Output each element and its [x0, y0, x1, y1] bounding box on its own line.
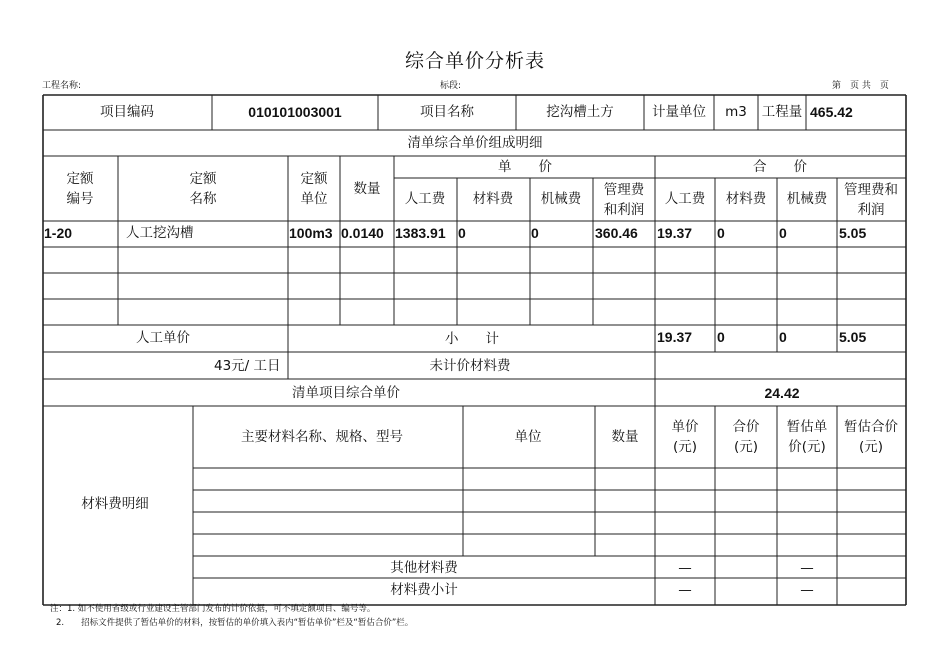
- header-quota-unit-1: 定额: [300, 171, 328, 187]
- header-total-labor: 人工费: [664, 191, 706, 207]
- row-total-material: 0: [717, 225, 725, 241]
- material-unit-price-header-2: (元): [672, 439, 698, 455]
- material-est-total-header-1: 暂估合价: [844, 419, 898, 435]
- subtotal-mgmt: 5.05: [839, 329, 867, 345]
- material-est-total-header-2: (元): [858, 439, 884, 455]
- other-material-dash: —: [678, 560, 692, 576]
- material-qty-header: 数量: [611, 429, 639, 445]
- labor-rate: 43元/ 工日: [214, 358, 281, 374]
- header-mgmt-1: 管理费: [603, 182, 645, 198]
- project-name-label: 工程名称:: [42, 81, 82, 91]
- material-subtotal-est-dash: —: [800, 582, 814, 598]
- header-quota-name-1: 定额: [189, 171, 217, 187]
- section-label: 标段:: [440, 81, 462, 91]
- subtotal-labor: 19.37: [657, 329, 693, 345]
- header-quota-code-2: 编号: [66, 191, 94, 207]
- header-machine: 机械费: [540, 191, 582, 207]
- header-labor: 人工费: [404, 191, 446, 207]
- header-total-group: 合 价: [753, 159, 807, 175]
- header-total-mgmt-1: 管理费和: [844, 182, 898, 198]
- row-mgmt: 360.46: [595, 225, 638, 241]
- row-material: 0: [458, 225, 466, 241]
- unit-label: 计量单位: [652, 104, 706, 120]
- material-name-header: 主要材料名称、规格、型号: [241, 429, 403, 445]
- row-quantity: 0.0140: [341, 225, 384, 241]
- page-number-label: 第 页 共 页: [832, 81, 889, 91]
- unpriced-material-label: 未计价材料费: [429, 358, 511, 374]
- note-1: 注：1. 如不使用省级或行业建设主管部门发布的计价依据，可不填定额项目、编号等。: [50, 604, 376, 614]
- quantity-label: 工程量: [761, 104, 803, 120]
- material-unit-price-header-1: 单价: [671, 419, 699, 435]
- note-2: 2. 招标文件提供了暂估单价的材料，按暂估的单价填入表内“暂估单价”栏及“暂估合价”栏。: [56, 618, 414, 628]
- project-code-value: 010101003001: [248, 104, 342, 120]
- subtotal-machine: 0: [779, 329, 787, 345]
- subtotal-label: 小 计: [445, 331, 499, 347]
- row-total-mgmt: 5.05: [839, 225, 867, 241]
- header-quantity: 数量: [353, 181, 381, 197]
- material-unit-header: 单位: [514, 429, 542, 445]
- composite-unit-price-label: 清单项目综合单价: [292, 385, 400, 401]
- header-total-mgmt-2: 利润: [857, 202, 885, 218]
- header-quota-unit-2: 单位: [300, 191, 328, 207]
- subtotal-material: 0: [717, 329, 725, 345]
- labor-unit-price-label: 人工单价: [136, 330, 190, 346]
- project-name-field-label: 项目名称: [420, 104, 474, 120]
- material-total-header-2: (元): [733, 439, 759, 455]
- material-est-unit-header-1: 暂估单: [786, 419, 828, 435]
- unit-value: m3: [725, 104, 747, 120]
- page-title: 综合单价分析表: [404, 50, 545, 72]
- header-material: 材料费: [472, 191, 514, 207]
- material-subtotal-label: 材料费小计: [390, 582, 458, 598]
- section-title: 清单综合单价组成明细: [407, 135, 543, 151]
- material-subtotal-dash: —: [678, 582, 692, 598]
- row-quota-unit: 100m3: [289, 225, 333, 241]
- header-quota-name-2: 名称: [189, 191, 217, 207]
- row-quota-name: 人工挖沟槽: [126, 225, 194, 241]
- other-material-label: 其他材料费: [390, 560, 458, 576]
- header-total-material: 材料费: [725, 191, 767, 207]
- row-machine: 0: [531, 225, 539, 241]
- row-total-labor: 19.37: [657, 225, 693, 241]
- row-labor: 1383.91: [395, 225, 446, 241]
- row-total-machine: 0: [779, 225, 787, 241]
- header-mgmt-2: 和利润: [603, 202, 645, 218]
- header-unit-price-group: 单 价: [498, 159, 552, 175]
- material-total-header-1: 合价: [732, 419, 760, 435]
- composite-unit-price-value: 24.42: [764, 385, 800, 401]
- project-name-value: 挖沟槽土方: [546, 104, 614, 120]
- header-quota-code-1: 定额: [66, 171, 94, 187]
- header-total-machine: 机械费: [786, 191, 828, 207]
- material-detail-label: 材料费明细: [81, 496, 149, 512]
- row-quota-code: 1-20: [44, 225, 73, 241]
- quantity-value: 465.42: [810, 104, 853, 120]
- material-est-unit-header-2: 价(元): [788, 439, 826, 455]
- other-material-est-dash: —: [800, 560, 814, 576]
- project-code-label: 项目编码: [100, 104, 154, 120]
